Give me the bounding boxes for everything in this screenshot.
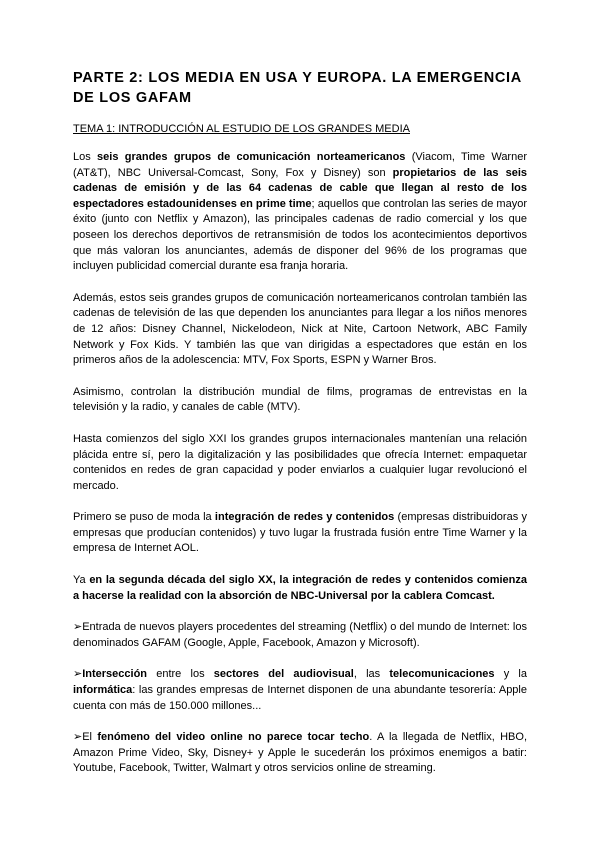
text-run: . A la llegada de Netflix, HBO, Amazon Prime Video, Sky, Disney+ y Apple le sucederán los próximos enemigos a batir: Youtube, Facebook, Twitter, Walmart y otros servicios online de streaming.: [73, 731, 527, 775]
bold-text-run: sectores del audiovisual: [213, 668, 354, 681]
paragraph-list: [73, 150, 527, 777]
paragraph: [73, 730, 527, 777]
bold-text-run: fenómeno del video online no parece tocar techo: [97, 731, 370, 744]
text-run: Asimismo, controlan la distribución mundial de films, programas de entrevistas en la televisión y la radio, y canales de cable (MTV).: [73, 385, 527, 414]
text-run: ➢: [73, 668, 83, 681]
paragraph: [73, 291, 527, 369]
paragraph: [73, 620, 527, 651]
text-run: Primero se puso de moda la: [73, 511, 215, 524]
bold-text-run: propietarios de las seis cadenas de emisión y de las 64 cadenas de cable que llegan al resto de los espectadores estadounidenses en prime time: [73, 166, 527, 210]
paragraph: [73, 573, 527, 604]
paragraph: [73, 667, 527, 714]
text-run: , las: [353, 668, 390, 681]
text-run: ➢El: [73, 731, 98, 744]
document-body: [73, 68, 527, 793]
paragraph: [73, 385, 527, 416]
paragraph: [73, 150, 527, 275]
bold-text-run: informática: [73, 684, 133, 697]
text-run: ; aquellos que controlan las series de mayor éxito (junto con Netflix y Amazon), las principales cadenas de radio comercial y los que poseen los derechos deportivos de retransmisión de todos los acontecimientos deportivos que más valoran los anunciantes, además de disponer del 96% de los programas que incluyen publicidad comercial durante esa franja horaria.: [73, 197, 527, 273]
bold-text-run: en la segunda década del siglo XX, la integración de redes y contenidos comienza a hacerse la realidad con la absorción de NBC-Universal por la cablera Comcast.: [73, 574, 527, 602]
text-run: entre los: [147, 668, 214, 681]
text-run: (empresas distribuidoras y empresas que producían contenidos) y tuvo lugar la frustrada fusión entre Time Warner y la empresa de Internet AOL.: [73, 511, 527, 555]
text-run: y la: [494, 668, 527, 681]
bold-text-run: Intersección: [82, 668, 148, 681]
section-heading: TEMA 1: INTRODUCCIÓN AL ESTUDIO DE LOS GRANDES MEDIA: [73, 123, 410, 135]
text-run: (Viacom, Time Warner (AT&T), NBC Universal-Comcast, Sony, Fox y Disney) son: [73, 151, 527, 179]
text-run: Hasta comienzos del siglo XXI los grandes grupos internacionales mantenían una relación plácida entre sí, pero la digitalización y las posibilidades que ofrecía Internet: empaquetar contenidos en redes de gran capacidad y poder enviarlos a cualquier lugar revolucionó el mercado.: [73, 432, 527, 492]
text-run: Ya: [73, 574, 90, 587]
paragraph: [73, 510, 527, 557]
text-run: : las grandes empresas de Internet disponen de una abundante tesorería: Apple cuenta con más de 150.000 millones...: [73, 684, 527, 712]
bold-text-run: integración de redes y contenidos: [214, 511, 395, 524]
text-run: Además, estos seis grandes grupos de comunicación norteamericanos controlan también las cadenas de televisión de las que dependen los anunciantes para llegar a los niños menores de 12 años: Disney Channel, Nickelodeon, Nick at Nite, Cartoon Network, ABC Family Network y Fox Kids. Y también las que van dirigidas a espectadores que están en los primeros años de la adolescencia: MTV, Fox Sports, ESPN y Warner Bros.: [73, 291, 527, 367]
paragraph: [73, 432, 527, 494]
bold-text-run: seis grandes grupos de comunicación norteamericanos: [97, 151, 406, 163]
document-title: PARTE 2: LOS MEDIA EN USA Y EUROPA. LA EMERGENCIA DE LOS GAFAM: [73, 70, 522, 106]
text-run: ➢Entrada de nuevos players procedentes del streaming (Netflix) o del mundo de Internet: los denominados GAFAM (Google, Apple, Facebook, Amazon y Microsoft).: [73, 621, 527, 649]
text-run: Los: [73, 151, 98, 163]
bold-text-run: telecomunicaciones: [389, 668, 495, 681]
